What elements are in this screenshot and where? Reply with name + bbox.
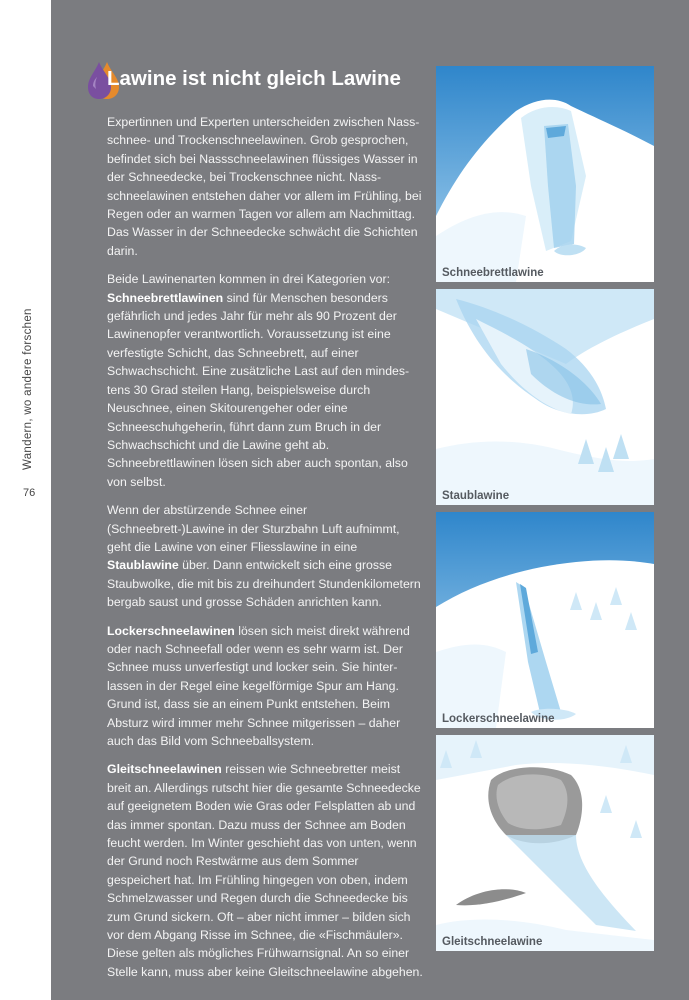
- article-body: [107, 113, 425, 991]
- illustration-caption: Lockerschneelawine: [442, 713, 555, 725]
- page-number: 76: [23, 487, 36, 499]
- paragraph-gleitschnee-text: reissen wie Schneebretter meist breit an. Allerdings rutscht hier die gesamte Schneedecke auf geeignetem Boden wie Gras oder Felsplatten ab und das immer spontan. Dazu muss der Schnee am Boden feucht werden. Im Winter geschieht das von unten, wenn der Grund noch Restwärme aus dem Sommer gespeichert hat. Im Frühling hingegen von oben, indem Schmelzwasser und Regen durch die Schneedecke bis zum Grund sickern. Oft – aber nicht immer – bilden sich vor dem Abgang Risse im Schnee, die «Fischmäuler». Diese gelten als mögliches Frühwarnsignal. An so einer Stelle kann, muss aber keine Gleitschneelawine abgehen.: [107, 762, 423, 979]
- illustration-schneebrettlawine: [436, 66, 654, 282]
- paragraph-staublawine: [107, 501, 425, 611]
- term-lockerschneelawinen: Lockerschneelawinen: [107, 623, 235, 638]
- paragraph-gleitschnee: [107, 760, 425, 981]
- term-schneebrettlawinen: Schneebrettlawinen: [107, 290, 224, 305]
- paragraph-lockerschnee: [107, 622, 425, 751]
- term-staublawine: Staublawine: [107, 558, 179, 573]
- slab-avalanche-drawing: [436, 66, 654, 282]
- illustration-caption: Staublawine: [442, 490, 510, 502]
- paragraph-schneebrett-intro: Beide Lawinenarten kommen in drei Kategorien vor:: [107, 272, 390, 287]
- paragraph-staublawine-text-a: Wenn der abstürzende Schnee einer (Schneebrett-)Lawine in der Sturzbahn Luft aufnimmt, geht die Lawine von einer Fliesslawine in eine: [107, 503, 400, 554]
- term-gleitschneelawinen: Gleitschneelawinen: [107, 762, 222, 777]
- illustration-gleitschneelawine: [436, 735, 654, 951]
- page-margin: [0, 0, 51, 1000]
- loose-snow-avalanche-drawing: [436, 512, 654, 728]
- illustration-staublawine: [436, 289, 654, 505]
- running-head: Wandern, wo andere forschen: [22, 308, 34, 470]
- powder-avalanche-drawing: [436, 289, 654, 505]
- paragraph-schneebrett: [107, 270, 425, 491]
- illustration-caption: Schneebrettlawine: [442, 267, 544, 279]
- paragraph-staublawine-text-b: über. Dann entwickelt sich eine grosse Staubwolke, die mit bis zu dreihundert Stundenkilometern bergab saust und grosse Schäden anrichten kann.: [107, 558, 421, 610]
- paragraph-schneebrett-text: sind für Menschen besonders gefährlich und jedes Jahr für mehr als 90 Prozent der Lawinenopfer verantwortlich. Voraussetzung ist eine verfestigte Schicht, das Schneebrett, auf einer Schwachschicht. Eine zusätzliche Last auf den mindestens 30 Grad steilen Hang, beispielsweise durch Neuschnee, einen Skitourengeher oder eine Schneeschuhgeherin, führt dann zum Bruch in der Schwachschicht und die Lawine geht ab. Schneebrettlawinen lösen sich aber auch spontan, also von selbst.: [107, 290, 410, 489]
- illustration-lockerschneelawine: [436, 512, 654, 728]
- glide-snow-avalanche-drawing: [436, 735, 654, 951]
- paragraph-lockerschnee-text: lösen sich meist direkt während oder nach Schneefall oder wenn es sehr warm ist. Der Schnee muss unverfestigt und locker sein. Sie hinterlassen in der Regel eine kegelförmige Spur am Hang. Grund ist, dass sie an einem Punkt entstehen. Beim Absturz wird immer mehr Schnee mitgerissen – daher auch das Bild vom Schneeballsystem.: [107, 623, 410, 748]
- paragraph-intro: Expertinnen und Experten unterscheiden zwischen Nassschnee- und Trockenschneelawinen. Grob gesprochen, befindet sich bei Nassschneelawinen flüssiges Wasser in der Schneedecke, bei Trockenschnee nicht. Nassschneelawinen entstehen daher vor allem im Frühling, bei Regen oder an warmen Tagen vor allem am Nachmittag. Das Wasser in der Schneedecke schwächt die Schichten darin.: [107, 115, 422, 258]
- illustration-caption: Gleitschneelawine: [442, 936, 543, 948]
- article-title: Lawine ist nicht gleich Lawine: [107, 67, 401, 90]
